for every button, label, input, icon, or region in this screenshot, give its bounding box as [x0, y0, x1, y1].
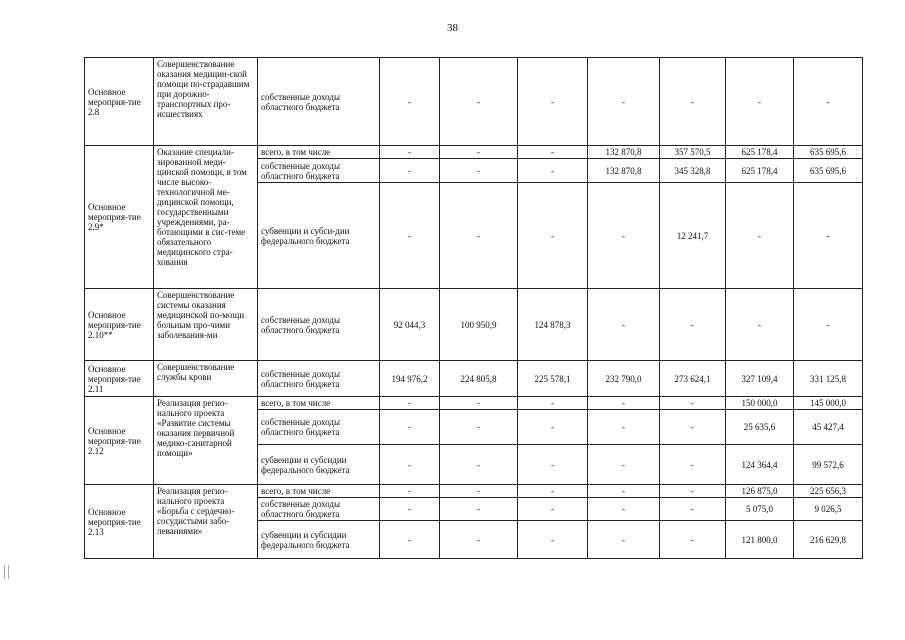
amount-cell: - — [660, 58, 726, 146]
amount-cell: 331 125,8 — [794, 361, 863, 397]
amount-cell: - — [660, 485, 726, 498]
amount-cell: - — [440, 146, 518, 159]
table-row — [85, 146, 863, 159]
amount-cell: - — [440, 58, 518, 146]
amount-cell: - — [518, 445, 588, 485]
amount-cell: - — [660, 397, 726, 410]
amount-cell: - — [518, 498, 588, 521]
amount-cell: 121 800,0 — [726, 521, 794, 559]
amount-cell: 124 878,3 — [518, 289, 588, 361]
table-row — [85, 58, 863, 146]
amount-cell: - — [660, 498, 726, 521]
event-description-cell: Реализация регио-нального проекта «Развитие системы оказания первичной медико-санитарной помощи» — [154, 397, 258, 485]
amount-cell: 92 044,3 — [380, 289, 440, 361]
page-number: 38 — [447, 22, 458, 34]
amount-cell: 224 805,8 — [440, 361, 518, 397]
funding-source-cell: субвенции и субсидии федерального бюджета — [258, 521, 380, 559]
funding-source-cell: собственные доходы областного бюджета — [258, 410, 380, 445]
amount-cell: - — [726, 183, 794, 289]
funding-source-cell: собственные доходы областного бюджета — [258, 361, 380, 397]
amount-cell: - — [380, 183, 440, 289]
amount-cell: - — [588, 289, 660, 361]
funding-source-cell: собственные доходы областного бюджета — [258, 58, 380, 146]
amount-cell: 25 635,6 — [726, 410, 794, 445]
amount-cell: - — [660, 521, 726, 559]
amount-cell: 145 000,0 — [794, 397, 863, 410]
funding-source-cell: всего, в том числе — [258, 485, 380, 498]
amount-cell: - — [588, 58, 660, 146]
amount-cell: - — [518, 159, 588, 183]
amount-cell: 126 875,0 — [726, 485, 794, 498]
amount-cell: - — [518, 521, 588, 559]
funding-source-cell: собственные доходы областного бюджета — [258, 498, 380, 521]
amount-cell: - — [380, 410, 440, 445]
amount-cell: - — [660, 289, 726, 361]
amount-cell: 9 026,5 — [794, 498, 863, 521]
amount-cell: - — [588, 485, 660, 498]
table-row — [85, 289, 863, 361]
budget-table — [84, 57, 863, 559]
amount-cell: - — [518, 58, 588, 146]
amount-cell: - — [794, 58, 863, 146]
amount-cell: - — [518, 183, 588, 289]
amount-cell: 132 870,8 — [588, 159, 660, 183]
amount-cell: - — [380, 397, 440, 410]
amount-cell: - — [588, 521, 660, 559]
amount-cell: - — [660, 445, 726, 485]
amount-cell: 132 870,8 — [588, 146, 660, 159]
amount-cell: 225 656,3 — [794, 485, 863, 498]
scan-artifact — [4, 565, 9, 579]
amount-cell: - — [380, 445, 440, 485]
amount-cell: - — [588, 445, 660, 485]
amount-cell: - — [440, 410, 518, 445]
amount-cell: - — [440, 183, 518, 289]
amount-cell: 625 178,4 — [726, 146, 794, 159]
table-row — [85, 485, 863, 498]
amount-cell: 327 109,4 — [726, 361, 794, 397]
amount-cell: 216 629,8 — [794, 521, 863, 559]
funding-source-cell: субвенции и субсидии федерального бюджета — [258, 445, 380, 485]
amount-cell: - — [380, 521, 440, 559]
amount-cell: - — [380, 146, 440, 159]
amount-cell: - — [660, 410, 726, 445]
amount-cell: - — [518, 485, 588, 498]
event-number-cell: Основное мероприя-тие 2.12 — [85, 397, 154, 485]
amount-cell: - — [588, 397, 660, 410]
funding-source-cell: собственные доходы областного бюджета — [258, 289, 380, 361]
amount-cell: 357 570,5 — [660, 146, 726, 159]
amount-cell: - — [380, 498, 440, 521]
table-row — [85, 397, 863, 410]
amount-cell: 150 000,0 — [726, 397, 794, 410]
event-number-cell: Основное мероприя-тие 2.9* — [85, 146, 154, 289]
amount-cell: 635 695,6 — [794, 159, 863, 183]
funding-source-cell: всего, в том числе — [258, 146, 380, 159]
table-body — [85, 58, 863, 559]
event-number-cell: Основное мероприя-тие 2.11 — [85, 361, 154, 397]
amount-cell: - — [518, 410, 588, 445]
amount-cell: - — [440, 397, 518, 410]
amount-cell: - — [440, 498, 518, 521]
amount-cell: 194 976,2 — [380, 361, 440, 397]
amount-cell: - — [588, 410, 660, 445]
event-number-cell: Основное мероприя-тие 2.8 — [85, 58, 154, 146]
amount-cell: - — [794, 183, 863, 289]
event-number-cell: Основное мероприя-тие 2.10** — [85, 289, 154, 361]
amount-cell: - — [380, 159, 440, 183]
amount-cell: 273 624,1 — [660, 361, 726, 397]
amount-cell: 45 427,4 — [794, 410, 863, 445]
amount-cell: - — [726, 58, 794, 146]
amount-cell: - — [380, 485, 440, 498]
amount-cell: - — [518, 146, 588, 159]
table-row — [85, 361, 863, 397]
amount-cell: 345 328,8 — [660, 159, 726, 183]
amount-cell: - — [440, 445, 518, 485]
event-description-cell: Оказание специали-зированной меди-цинской помощи, в том числе высоко-технологичной ме-дицинской помощи, государственными учреждениями, ра-ботающими в сис-теме обязательного медицинского стра-хования — [154, 146, 258, 289]
event-description-cell: Совершенствование оказания медицин-ской помощи по-страдавшим при дорожно-транспортных про-исшествиях — [154, 58, 258, 146]
funding-source-cell: субвенции и субси-дии федерального бюджета — [258, 183, 380, 289]
amount-cell: - — [440, 521, 518, 559]
event-description-cell: Совершенствование системы оказания медицинской по-мощи больным про-чими заболевания-ми — [154, 289, 258, 361]
event-description-cell: Реализация регио-нального проекта «Борьба с сердечно-сосудистыми забо-леваниями» — [154, 485, 258, 559]
amount-cell: 99 572,6 — [794, 445, 863, 485]
amount-cell: 12 241,7 — [660, 183, 726, 289]
amount-cell: 232 790,0 — [588, 361, 660, 397]
funding-source-cell: всего, в том числе — [258, 397, 380, 410]
amount-cell: 625 178,4 — [726, 159, 794, 183]
amount-cell: - — [440, 485, 518, 498]
amount-cell: 225 578,1 — [518, 361, 588, 397]
funding-source-cell: собственные доходы областного бюджета — [258, 159, 380, 183]
amount-cell: 5 075,0 — [726, 498, 794, 521]
amount-cell: 100 950,9 — [440, 289, 518, 361]
amount-cell: - — [726, 289, 794, 361]
amount-cell: - — [518, 397, 588, 410]
amount-cell: - — [794, 289, 863, 361]
event-number-cell: Основное мероприя-тие 2.13 — [85, 485, 154, 559]
amount-cell: 635 695,6 — [794, 146, 863, 159]
amount-cell: - — [588, 183, 660, 289]
amount-cell: 124 364,4 — [726, 445, 794, 485]
amount-cell: - — [588, 498, 660, 521]
event-description-cell: Совершенствование службы крови — [154, 361, 258, 397]
amount-cell: - — [380, 58, 440, 146]
amount-cell: - — [440, 159, 518, 183]
